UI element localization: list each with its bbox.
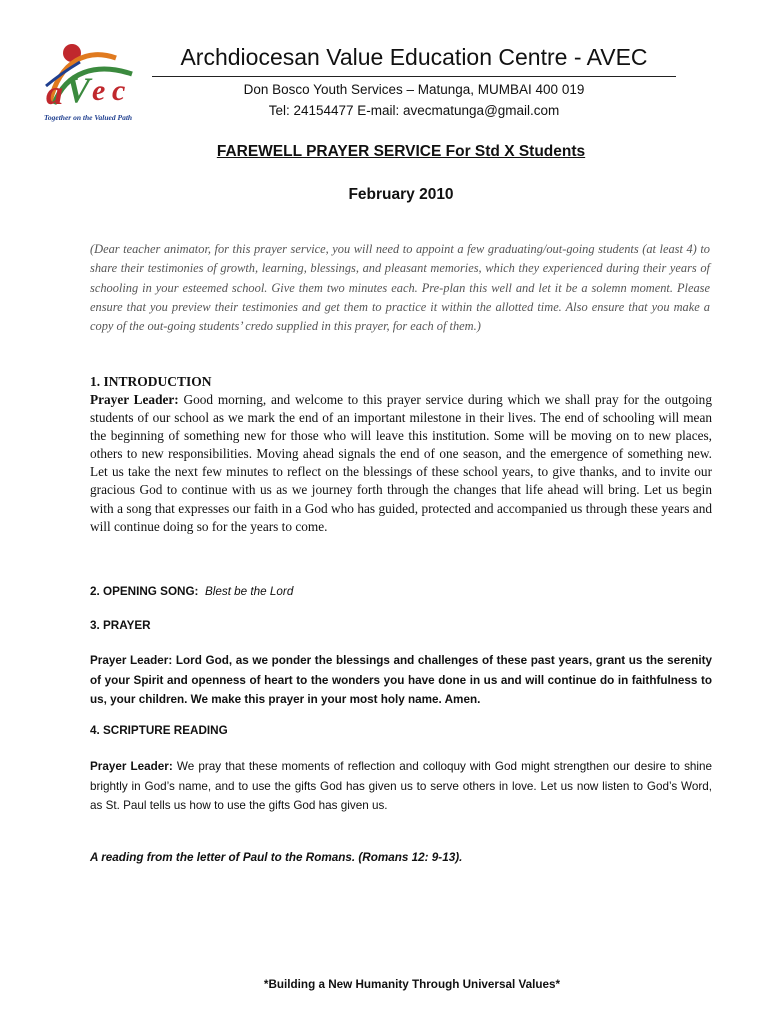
avec-logo	[40, 38, 152, 130]
section-heading-scripture: 4. SCRIPTURE READING	[90, 724, 228, 737]
svg-text:V: V	[66, 70, 91, 110]
prayer-paragraph: Prayer Leader: Lord God, as we ponder the blessings and challenges of these past years, grant us the serenity of your Spirit and openness of heart to the wonders you have done in us and will continue do in faithfulness to us, your children. We make this prayer in your most holy name. Amen.	[90, 654, 712, 707]
scripture-paragraph	[90, 757, 712, 816]
section-heading-opening-song: 2. OPENING SONG:	[90, 585, 199, 598]
opening-song-line	[90, 585, 293, 598]
organization-title: Archdiocesan Value Education Centre - AVEC	[180, 44, 648, 70]
avec-logo-graphic	[40, 38, 152, 130]
document-title: FAREWELL PRAYER SERVICE For Std X Students	[216, 143, 586, 160]
header-divider	[152, 76, 676, 77]
svg-text:e: e	[92, 74, 106, 107]
svg-text:Together on the Valued Path: Together on the Valued Path	[44, 113, 133, 122]
section-heading-introduction: 1. INTRODUCTION	[90, 374, 212, 389]
teacher-instructions: (Dear teacher animator, for this prayer service, you will need to appoint a few graduating/out-going students (at least 4) to share their testimonies of growth, learning, blessings, and pleasant memories, which they experienced during their years of schooling in your esteemed school. Give them two minutes each. Pre-plan this well and let it be a solemn moment. Please ensure that you preview their testimonies and get them to practice it within the allotted time. Also ensure that you make a copy of the out-going students’ credo supplied in this prayer, for each of them.)	[90, 242, 710, 334]
scripture-speaker: Prayer Leader:	[90, 760, 173, 773]
organization-address: Don Bosco Youth Services – Matunga, MUMBAI 400 019	[243, 82, 585, 97]
document-date: February 2010	[348, 186, 454, 203]
footer-motto: *Building a New Humanity Through Universal Values*	[263, 978, 561, 991]
introduction-speaker: Prayer Leader:	[90, 392, 179, 407]
svg-text:a: a	[46, 75, 63, 112]
introduction-text: Good morning, and welcome to this prayer service during which we shall pray for the outgoing students of our school as we mark the end of an important milestone in their lives. The end of schooling will mean the beginning of something new for those who will leave this institution. Some will be moving on to new places, others to new responsibilities. Moving ahead signals the end of one season, and the emergence of something new. Let us take the next few minutes to reflect on the blessings of these school years, to give thanks, and to invite our gracious God to continue with us as we journey forth through the changes that life ahead will bring. Let us begin with a song that expresses our faith in a God who has guided, protected and accompanied us through these years and will continue doing so for the years to come.	[90, 392, 712, 534]
scripture-reading-reference: A reading from the letter of Paul to the Romans. (Romans 12: 9-13).	[90, 851, 463, 864]
svg-text:c: c	[112, 74, 126, 107]
opening-song-title: Blest be the Lord	[204, 585, 294, 598]
organization-contact: Tel: 24154477 E-mail: avecmatunga@gmail.com	[268, 103, 560, 118]
scripture-text: We pray that these moments of reflection and colloquy with God might strengthen our desire to shine brightly in God’s name, and to use the gifts God has given us to serve others in love. Let us now listen to God’s Word, as St. Paul tells us how to use the gifts God has given us.	[90, 760, 713, 813]
introduction-paragraph	[90, 391, 712, 536]
section-heading-prayer: 3. PRAYER	[90, 619, 151, 632]
